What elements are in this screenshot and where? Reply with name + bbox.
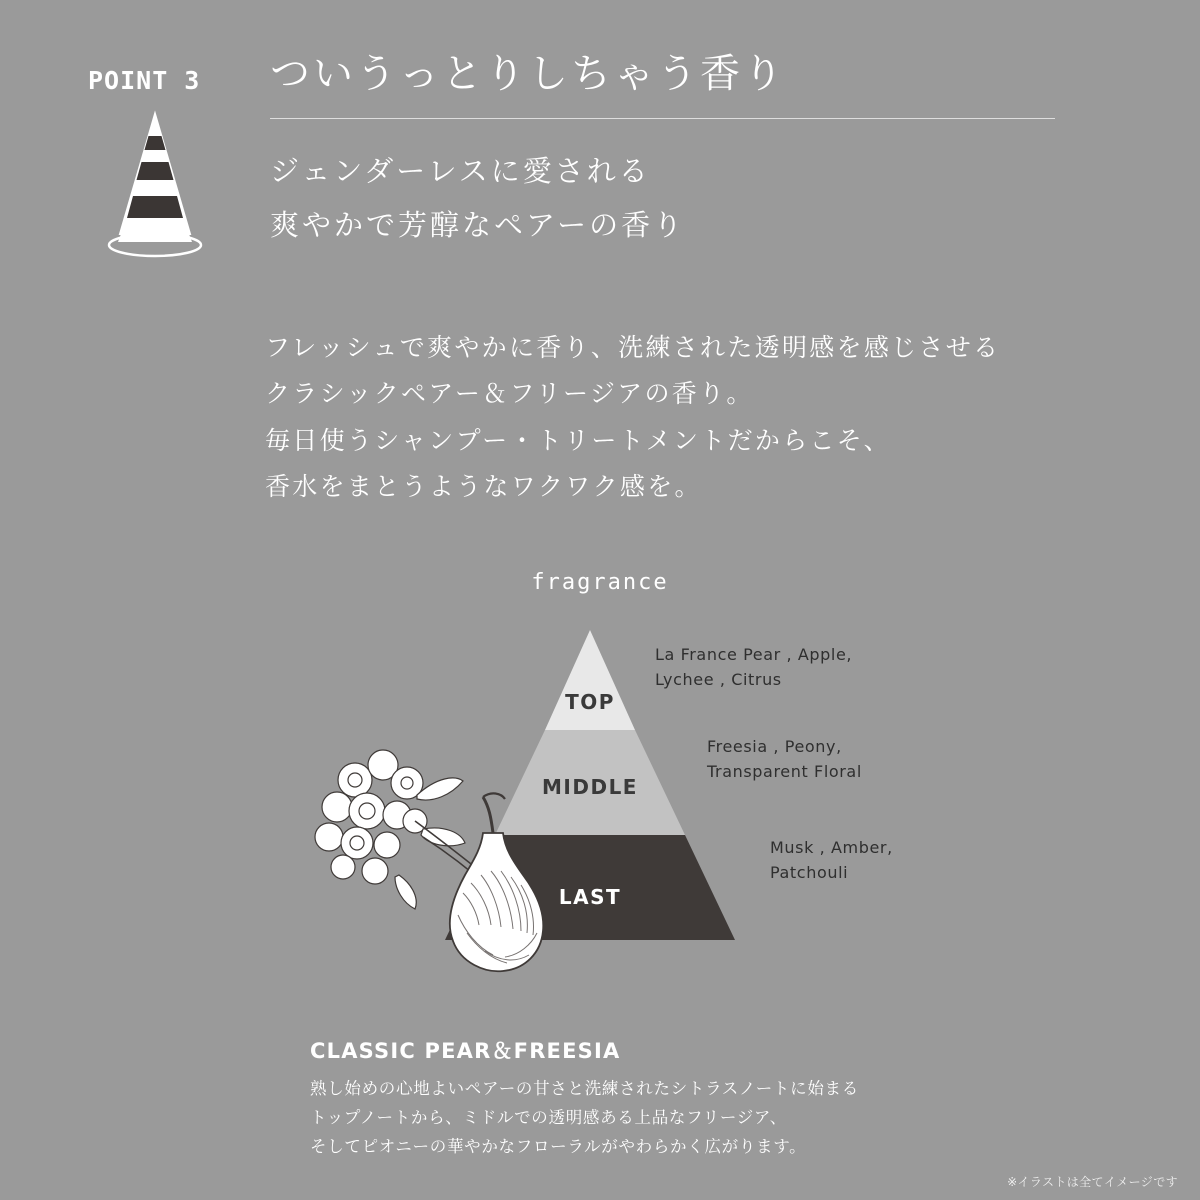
illustration-disclaimer: ※イラストは全てイメージです <box>1007 1175 1178 1189</box>
title-divider <box>270 118 1055 119</box>
note-top-line-1: La France Pear , Apple, <box>655 645 853 664</box>
bottom-line-2: トップノートから、ミドルでの透明感ある上品なフリージア、 <box>310 1107 787 1127</box>
note-top-line-2: Lychee , Citrus <box>655 669 782 689</box>
note-top <box>655 643 852 693</box>
note-middle <box>707 735 862 785</box>
pear-illustration <box>450 793 543 971</box>
traffic-cone-icon <box>95 106 215 261</box>
page-title: ついうっとりしちゃう香り <box>270 51 786 97</box>
note-last-line-1: Musk , Amber, <box>770 838 893 857</box>
subtitle-line-2: 爽やかで芳醇なペアーの香り <box>270 207 686 242</box>
body-line-2: クラシックペアー＆フリージアの香り。 <box>265 379 754 409</box>
subtitle-line-1: ジェンダーレスに愛される <box>270 154 651 188</box>
body-line-3: 毎日使うシャンプー・トリートメントだからこそ、 <box>265 425 891 455</box>
note-middle-line-2: Transparent Floral <box>707 761 862 781</box>
title-block <box>270 50 1070 252</box>
fragrance-heading: fragrance <box>531 570 669 595</box>
body-line-1: フレッシュで爽やかに香り、洗練された透明感を感じさせる <box>265 333 1001 362</box>
page-subtitle <box>270 145 1070 252</box>
bottom-description <box>310 1035 1110 1162</box>
body-copy <box>265 325 1165 510</box>
note-last-line-2: Patchouli <box>770 862 849 882</box>
pyramid-tier-middle-label: MIDDLE <box>542 775 638 799</box>
pyramid-tier-top-label: TOP <box>565 690 615 714</box>
pyramid-tier-last-label: LAST <box>558 885 622 909</box>
body-line-4: 香水をまとうようなワクワク感を。 <box>265 471 702 501</box>
pear-and-flower-illustration <box>295 725 585 985</box>
note-last <box>770 836 893 886</box>
note-middle-line-1: Freesia , Peony, <box>707 737 842 756</box>
fragrance-description <box>310 1075 1110 1162</box>
fragrance-name-heading: CLASSIC PEAR＆FREESIA <box>310 1039 621 1063</box>
point-number-label: POINT 3 <box>88 66 201 95</box>
bottom-line-1: 熟し始めの心地よいペアーの甘さと洗練されたシトラスノートに始まる <box>310 1079 859 1098</box>
header <box>0 28 1200 258</box>
freesia-flower-illustration <box>315 750 427 884</box>
bottom-line-3: そしてピオニーの華やかなフローラルがやわらかく広がります。 <box>310 1136 807 1156</box>
